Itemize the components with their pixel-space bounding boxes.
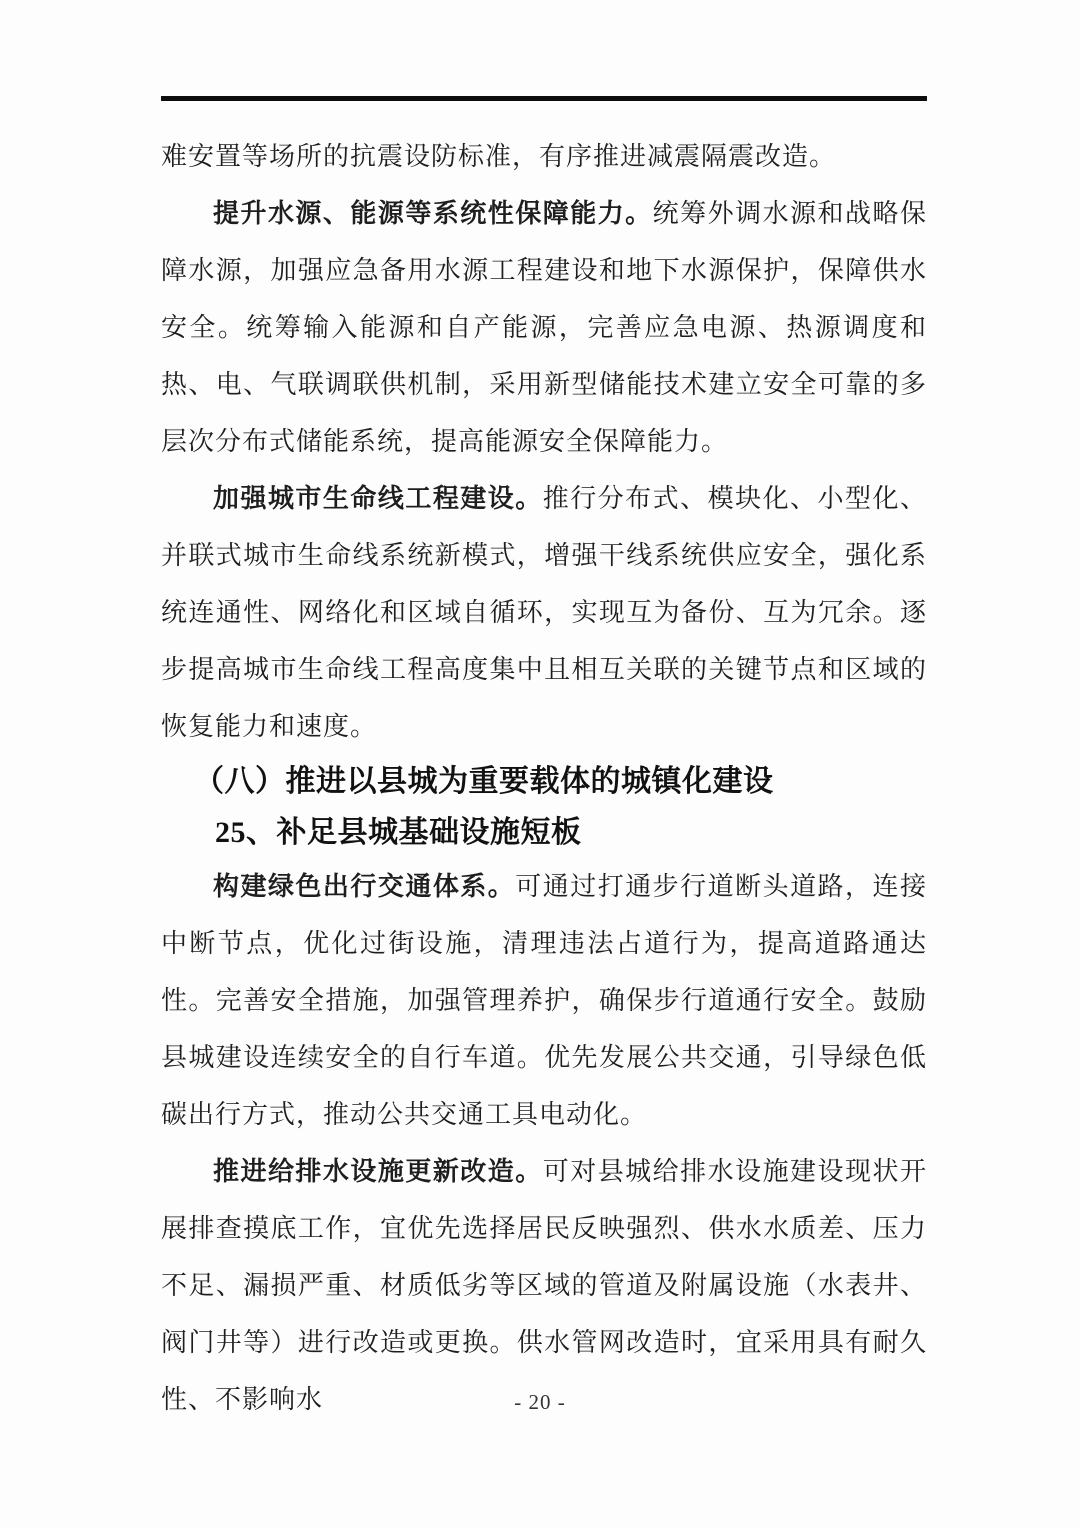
item-heading: 25、补足县城基础设施短板 <box>215 816 582 849</box>
continuation-paragraph <box>161 128 927 185</box>
paragraph-water-energy <box>161 185 927 470</box>
paragraph-bold-lead: 提升水源、能源等系统性保障能力。 <box>213 199 653 228</box>
paragraph-text: 难安置等场所的抗震设防标准，有序推进减震隔震改造。 <box>161 142 837 171</box>
page-body-text <box>161 128 927 1428</box>
paragraph-bold-lead: 加强城市生命线工程建设。 <box>213 484 543 513</box>
paragraph-bold-lead: 构建绿色出行交通体系。 <box>213 872 516 901</box>
paragraph-green-transport <box>161 858 927 1143</box>
paragraph-text: 可通过打通步行道断头道路，连接中断节点，优化过街设施，清理违法占道行为，提高道路通达性。完善安全措施，加强管理养护，确保步行道通行安全。鼓励县城建设连续安全的自行车道。优先发展公共交通，引导绿色低碳出行方式，推动公共交通工具电动化。 <box>161 872 927 1129</box>
header-rule-divider <box>161 96 927 101</box>
paragraph-water-drainage <box>161 1143 927 1428</box>
paragraph-bold-lead: 推进给排水设施更新改造。 <box>213 1157 543 1186</box>
paragraph-lifeline-projects <box>161 470 927 755</box>
paragraph-text: 可对县城给排水设施建设现状开展排查摸底工作，宜优先选择居民反映强烈、供水水质差、压力不足、漏损严重、材质低劣等区域的管道及附属设施（水表井、阀门井等）进行改造或更换。供水管网改造时，宜采用具有耐久性、不影响水 <box>161 1157 927 1414</box>
section-heading: （八）推进以县城为重要载体的城镇化建设 <box>194 765 774 798</box>
paragraph-text: 统筹外调水源和战略保障水源，加强应急备用水源工程建设和地下水源保护，保障供水安全。统筹输入能源和自产能源，完善应急电源、热源调度和热、电、气联调联供机制，采用新型储能技术建立安全可靠的多层次分布式储能系统，提高能源安全保障能力。 <box>161 199 927 456</box>
paragraph-text: 推行分布式、模块化、小型化、并联式城市生命线系统新模式，增强干线系统供应安全，强化系统连通性、网络化和区域自循环，实现互为备份、互为冗余。逐步提高城市生命线工程高度集中且相互关联的关键节点和区域的恢复能力和速度。 <box>161 484 927 741</box>
page-number: - 20 - <box>514 1390 566 1414</box>
